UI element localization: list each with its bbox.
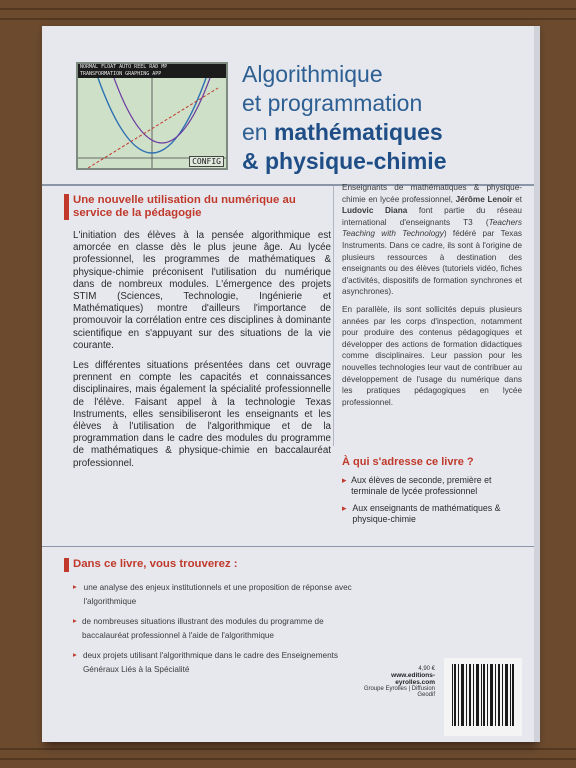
list-item: ▸ une analyse des enjeux institutionnels et une proposition de réponse avec l'algorithmique: [73, 581, 353, 609]
title-line-3: en mathématiques: [242, 119, 443, 145]
book-title: [242, 60, 527, 176]
heading-accent-bar: [64, 194, 69, 220]
author-name: Ludovic Diana: [342, 206, 408, 216]
wood-grain: [0, 18, 576, 20]
title-line-4: & physique-chimie: [242, 148, 447, 174]
paragraph: L'initiation des élèves à la pensée algorithmique est amorcée en classe dès le plus jeune âge. Au lycée professionnel, les programmes de mathématiques & physique-chimie préconisent l'utilisation du numérique dans de nombreux modules. L'émergence des projets STIM (Sciences, Technologie, Ingénierie et Mathématiques) montre d'ailleurs l'importance de promouvoir la corrélation entre ces disciplines à dominante scientifique en s'appuyant sur des situations de la vie courante.: [73, 230, 331, 351]
wood-grain: [0, 8, 576, 10]
horizontal-rule: [42, 546, 534, 547]
publisher-group: Groupe Eyrolles | Diffusion Geodif: [363, 686, 435, 698]
left-column: [73, 194, 331, 478]
calc-config-label: CONFIG: [189, 156, 224, 167]
calculator-screen: [76, 62, 228, 170]
book-back-cover: [42, 26, 534, 742]
calc-graph: [78, 78, 226, 168]
list-item: ▸ Aux élèves de seconde, première et terminale de lycée professionnel: [342, 475, 492, 496]
price: 4,90 €: [418, 666, 435, 672]
publisher-block: [360, 666, 435, 698]
contents-section: [73, 558, 473, 677]
section-heading: Une nouvelle utilisation du numérique au service de la pédagogie: [73, 194, 296, 219]
calc-app-line: TRANSFORMATION GRAPHING APP: [78, 71, 226, 78]
column-divider: [333, 186, 334, 446]
paragraph: Les différentes situations présentées dans cet ouvrage prennent en compte les capacités et connaissances disciplinaires, mais également la spécialité professionnelle de l'élève. Faisant appel à la technologie Texas Instruments, elles sensibiliseront les enseignants et les élèves à l'utilisation de l'algorithmique et de la programmation dans le cadre des modules du programme de mathématiques & physique-chimie en baccalauréat professionnel.: [73, 360, 331, 469]
heading-accent-bar: [64, 558, 69, 572]
authors-paragraph: Enseignants de mathématiques & physique-chimie en lycée professionnel, Jérôme Lenoir et Ludovic Diana font partie du réseau international d'enseignants T3 (Teachers Teaching with Technology) fédéré par Texas Instruments. Dans ce cadre, ils sont à l'origine de plusieurs ressources à destination des enseignants ou des élèves (tutoriels vidéo, fiches d'activités, dispositifs de formation synchrones et asynchrones).: [342, 183, 522, 297]
author-name: Jérôme Lenoir: [455, 194, 513, 204]
arrow-icon: ▸: [73, 582, 77, 591]
arrow-icon: ▸: [73, 650, 77, 659]
list-item: ▸ deux projets utilisant l'algorithmique dans le cadre des Enseignements Généraux Liés à la Spécialité: [73, 649, 353, 677]
arrow-icon: ▸: [342, 475, 347, 485]
audience-section: [342, 456, 522, 525]
title-line-1: Algorithmique: [242, 61, 383, 87]
right-column: [342, 182, 522, 414]
barcode-image: [444, 658, 522, 736]
paragraph: En parallèle, ils sont sollicités depuis plusieurs années par les corps d'inspection, notamment pour produire des contenus pédagogiques et développer des actions de formation didactiques comme disciplinaires. Leur passion pour les nouvelles technologies leur vaut de contribuer au développement de l'usage du numérique dans les pratiques pédagogiques en lycée professionnel.: [342, 304, 522, 407]
arrow-icon: ▸: [342, 503, 347, 513]
wood-grain: [0, 758, 576, 760]
section-heading: À qui s'adresse ce livre ?: [342, 456, 474, 468]
list-item: ▸ Aux enseignants de mathématiques & physique-chimie: [342, 503, 501, 524]
section-heading: Dans ce livre, vous trouverez :: [73, 558, 238, 570]
wood-grain: [0, 748, 576, 750]
list-item: ▸ de nombreuses situations illustrant des modules du programme de baccalauréat professionnel à l'aide de l'algorithmique: [73, 615, 353, 643]
calc-status-line: NORMAL FLOAT AUTO REEL RAD MP: [78, 64, 226, 71]
book-edge: [534, 26, 540, 742]
arrow-icon: ▸: [73, 616, 77, 625]
title-line-2: et programmation: [242, 90, 423, 116]
publisher-website: www.editions-eyrolles.com: [391, 672, 435, 686]
